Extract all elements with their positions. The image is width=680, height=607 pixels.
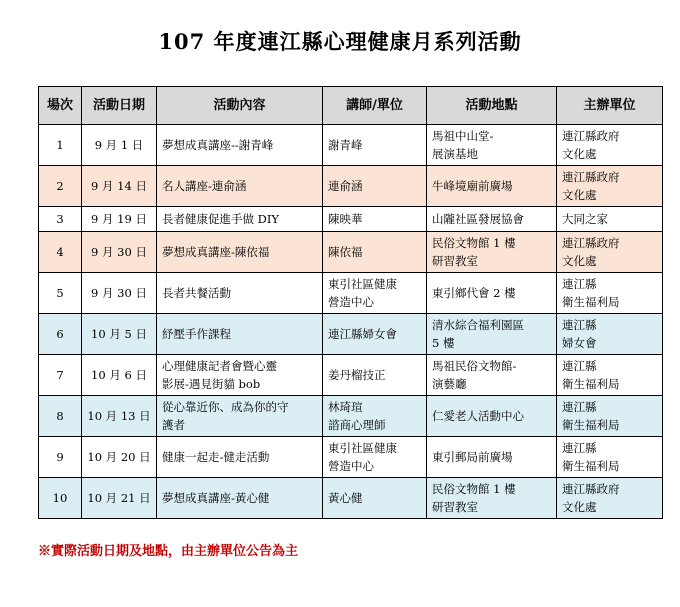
cell-session-number: 4 <box>39 232 82 273</box>
cell-date: 9 月 14 日 <box>82 166 157 207</box>
cell-venue: 民俗文物館 1 樓 研習教室 <box>427 478 557 519</box>
cell-activity-content: 心理健康記者會暨心靈 影展-遇見街貓 bob <box>157 355 323 396</box>
cell-venue: 清水綜合福利園區 5 樓 <box>427 314 557 355</box>
cell-speaker: 東引社區健康 營造中心 <box>323 437 427 478</box>
cell-host: 連江縣政府 文化處 <box>557 166 663 207</box>
cell-host: 連江縣 衛生福利局 <box>557 273 663 314</box>
cell-venue: 仁愛老人活動中心 <box>427 396 557 437</box>
cell-host: 連江縣政府 文化處 <box>557 478 663 519</box>
cell-host: 連江縣 衛生福利局 <box>557 396 663 437</box>
cell-activity-content: 長者健康促進手做 DIY <box>157 207 323 232</box>
page-title: 107 年度連江縣心理健康月系列活動 <box>158 29 522 54</box>
cell-activity-content: 夢想成真講座-陳依福 <box>157 232 323 273</box>
cell-venue: 牛峰境廟前廣場 <box>427 166 557 207</box>
table-row <box>39 125 663 166</box>
table-row <box>39 232 663 273</box>
cell-venue: 馬祖中山堂- 展演基地 <box>427 125 557 166</box>
cell-speaker: 連俞涵 <box>323 166 427 207</box>
table-row <box>39 207 663 232</box>
cell-session-number: 7 <box>39 355 82 396</box>
cell-activity-content: 從心靠近你、成為你的守 護者 <box>157 396 323 437</box>
cell-host: 大同之家 <box>557 207 663 232</box>
cell-date: 10 月 20 日 <box>82 437 157 478</box>
cell-date: 10 月 21 日 <box>82 478 157 519</box>
activity-table <box>38 86 663 519</box>
cell-date: 9 月 1 日 <box>82 125 157 166</box>
cell-session-number: 3 <box>39 207 82 232</box>
cell-activity-content: 夢想成真講座--謝青峰 <box>157 125 323 166</box>
cell-session-number: 6 <box>39 314 82 355</box>
table-row <box>39 437 663 478</box>
table-row <box>39 273 663 314</box>
cell-session-number: 1 <box>39 125 82 166</box>
cell-venue: 民俗文物館 1 樓 研習教室 <box>427 232 557 273</box>
table-row <box>39 478 663 519</box>
header-speaker: 講師/單位 <box>323 87 427 125</box>
cell-session-number: 5 <box>39 273 82 314</box>
cell-date: 9 月 19 日 <box>82 207 157 232</box>
header-host: 主辦單位 <box>557 87 663 125</box>
table-row <box>39 314 663 355</box>
header-content: 活動內容 <box>157 87 323 125</box>
cell-activity-content: 名人講座-連俞涵 <box>157 166 323 207</box>
cell-date: 10 月 13 日 <box>82 396 157 437</box>
cell-activity-content: 夢想成真講座-黃心健 <box>157 478 323 519</box>
cell-date: 10 月 5 日 <box>82 314 157 355</box>
cell-host: 連江縣 衛生福利局 <box>557 437 663 478</box>
cell-host: 連江縣政府 文化處 <box>557 125 663 166</box>
table-row <box>39 355 663 396</box>
cell-venue: 馬祖民俗文物館- 演藝廳 <box>427 355 557 396</box>
cell-speaker: 林琦瑄 諮商心理師 <box>323 396 427 437</box>
cell-venue: 東引鄉代會 2 樓 <box>427 273 557 314</box>
cell-session-number: 8 <box>39 396 82 437</box>
cell-date: 9 月 30 日 <box>82 273 157 314</box>
header-venue: 活動地點 <box>427 87 557 125</box>
cell-speaker: 黃心健 <box>323 478 427 519</box>
table-header-row <box>39 87 663 125</box>
cell-speaker: 姜丹榴技正 <box>323 355 427 396</box>
cell-session-number: 10 <box>39 478 82 519</box>
cell-venue: 山隴社區發展協會 <box>427 207 557 232</box>
cell-host: 連江縣 衛生福利局 <box>557 355 663 396</box>
cell-activity-content: 紓壓手作課程 <box>157 314 323 355</box>
cell-session-number: 2 <box>39 166 82 207</box>
cell-speaker: 謝青峰 <box>323 125 427 166</box>
cell-speaker: 連江縣婦女會 <box>323 314 427 355</box>
cell-speaker: 陳映華 <box>323 207 427 232</box>
table-row <box>39 396 663 437</box>
cell-session-number: 9 <box>39 437 82 478</box>
table-row <box>39 166 663 207</box>
cell-speaker: 陳依福 <box>323 232 427 273</box>
cell-speaker: 東引社區健康 營造中心 <box>323 273 427 314</box>
cell-activity-content: 長者共餐活動 <box>157 273 323 314</box>
footnote: ※實際活動日期及地點，由主辦單位公告為主 <box>38 544 299 559</box>
header-session: 場次 <box>39 87 82 125</box>
cell-activity-content: 健康一起走-健走活動 <box>157 437 323 478</box>
header-date: 活動日期 <box>82 87 157 125</box>
cell-date: 9 月 30 日 <box>82 232 157 273</box>
cell-date: 10 月 6 日 <box>82 355 157 396</box>
cell-host: 連江縣政府 文化處 <box>557 232 663 273</box>
cell-host: 連江縣 婦女會 <box>557 314 663 355</box>
cell-venue: 東引郵局前廣場 <box>427 437 557 478</box>
